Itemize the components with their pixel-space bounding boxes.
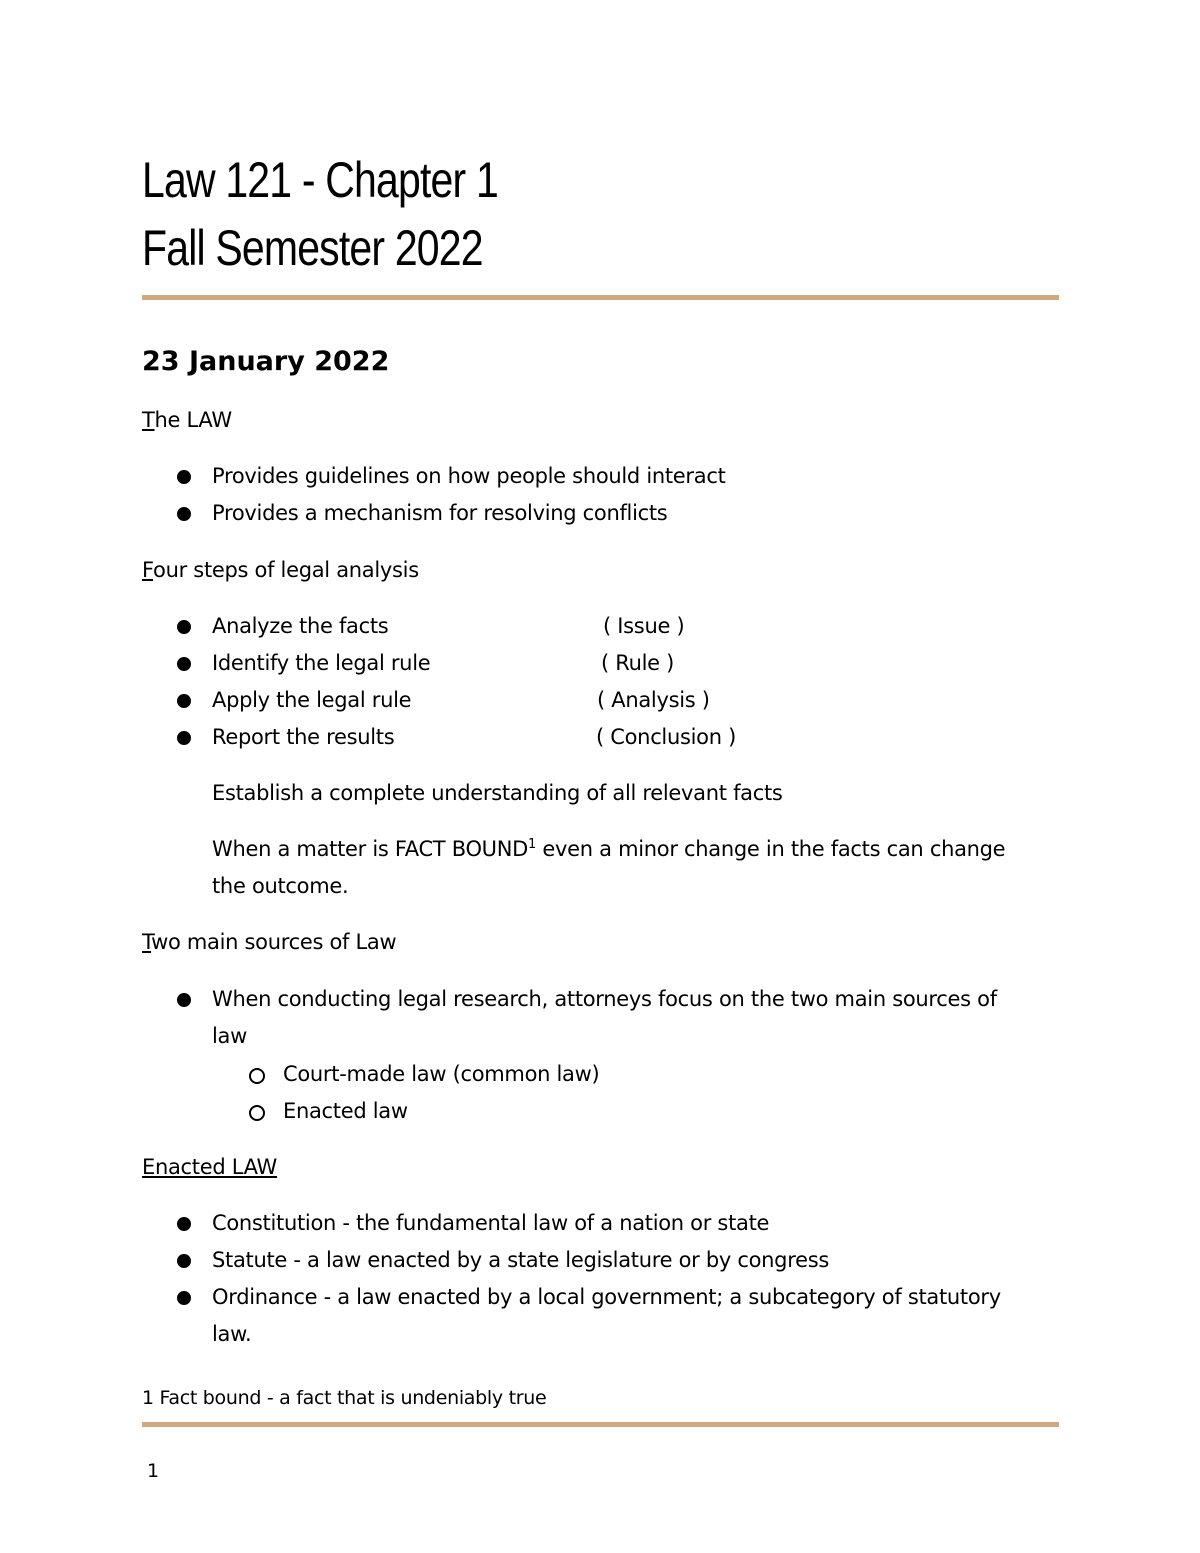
section-label-four-steps: Four steps of legal analysis — [142, 558, 419, 582]
note-paragraph: Establish a complete understanding of all relevant facts — [212, 781, 783, 805]
list-item: Constitution - the fundamental law of a nation or state — [212, 1211, 770, 1235]
bullet-dot — [177, 993, 191, 1007]
page-number: 1 — [147, 1460, 160, 1482]
step-text: Analyze the facts — [212, 614, 389, 638]
document-title: Law 121 - Chapter 1 — [142, 152, 498, 208]
bullet-dot — [177, 620, 191, 634]
bullet-dot — [177, 694, 191, 708]
list-item: Provides guidelines on how people should interact — [212, 464, 726, 488]
list-item: When conducting legal research, attorneys focus on the two main sources of — [212, 987, 997, 1011]
note-paragraph-continued: the outcome. — [212, 874, 349, 898]
step-tag: ( Analysis ) — [597, 688, 710, 712]
list-item: Ordinance - a law enacted by a local government; a subcategory of statutory — [212, 1285, 1001, 1309]
bullet-dot — [177, 657, 191, 671]
bullet-dot — [177, 1254, 191, 1268]
sub-list-item: Court-made law (common law) — [283, 1062, 600, 1086]
footer-divider — [142, 1422, 1059, 1427]
document-subtitle: Fall Semester 2022 — [142, 220, 483, 276]
step-text: Identify the legal rule — [212, 651, 431, 675]
section-label-two-sources: Two main sources of Law — [142, 930, 397, 954]
header-divider — [142, 295, 1059, 300]
bullet-dot — [177, 507, 191, 521]
footnote-reference[interactable]: 1 — [528, 837, 537, 852]
bullet-dot — [177, 470, 191, 484]
list-item-continued: law — [212, 1024, 247, 1048]
bullet-dot — [177, 731, 191, 745]
hollow-bullet — [249, 1068, 265, 1084]
step-text: Apply the legal rule — [212, 688, 412, 712]
sub-list-item: Enacted law — [283, 1099, 408, 1123]
list-item-continued: law. — [212, 1322, 252, 1346]
step-tag: ( Conclusion ) — [596, 725, 736, 749]
step-tag: ( Issue ) — [603, 614, 685, 638]
hollow-bullet — [249, 1105, 265, 1121]
step-tag: ( Rule ) — [601, 651, 675, 675]
footnote: 1 Fact bound - a fact that is undeniably true — [142, 1387, 547, 1409]
section-label-enacted-law: Enacted LAW — [142, 1155, 278, 1179]
bullet-dot — [177, 1217, 191, 1231]
date-heading: 23 January 2022 — [142, 346, 390, 377]
list-item: Statute - a law enacted by a state legislature or by congress — [212, 1248, 829, 1272]
section-label-the-law: The LAW — [142, 408, 232, 432]
note-paragraph: When a matter is FACT BOUND$^1$ even a minor change in the facts can change — [212, 837, 1006, 861]
step-text: Report the results — [212, 725, 395, 749]
bullet-dot — [177, 1291, 191, 1305]
list-item: Provides a mechanism for resolving conflicts — [212, 501, 668, 525]
